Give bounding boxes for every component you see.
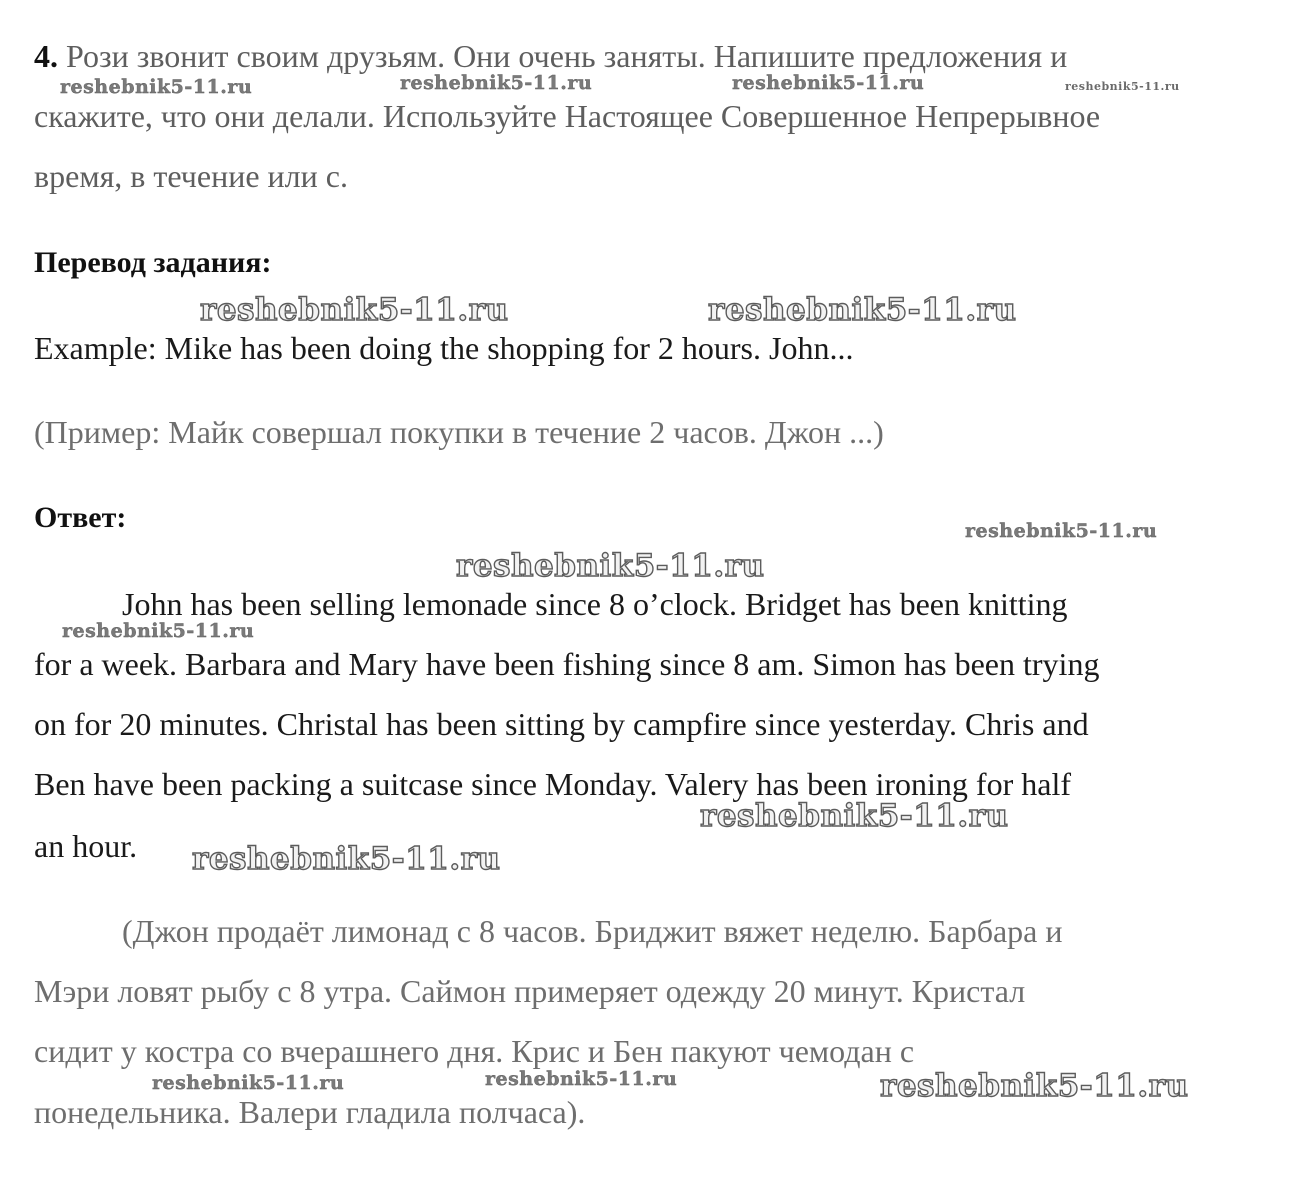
answer-translation-line-1: (Джон продаёт лимонад с 8 часов. Бриджит вяжет неделю. Барбара и — [122, 913, 1063, 949]
watermark: reshebnik5-11.ru — [60, 76, 253, 98]
watermark: reshebnik5-11.ru — [456, 548, 765, 584]
task-line-2: скажите, что они делали. Используйте Настоящее Совершенное Непрерывное — [34, 98, 1101, 134]
watermark: reshebnik5-11.ru — [732, 72, 925, 94]
translation-heading: Перевод задания: — [34, 246, 272, 279]
watermark: reshebnik5-11.ru — [200, 292, 509, 328]
watermark: reshebnik5-11.ru — [192, 841, 501, 877]
watermark: reshebnik5-11.ru — [880, 1068, 1189, 1104]
answer-translation-line-2: Мэри ловят рыбу с 8 утра. Саймон примеряет одежду 20 минут. Кристал — [34, 973, 1026, 1009]
watermark: reshebnik5-11.ru — [708, 292, 1017, 328]
answer-line-1: John has been selling lemonade since 8 o’clock. Bridget has been knitting — [122, 586, 1068, 622]
example-translation: (Пример: Майк совершал покупки в течение 2 часов. Джон ...) — [34, 414, 884, 450]
watermark: reshebnik5-11.ru — [965, 520, 1158, 542]
example-text: Example: Mike has been doing the shopping for 2 hours. John... — [34, 330, 854, 366]
task-number: 4. — [34, 38, 58, 74]
answer-translation-line-4: понедельника. Валери гладила полчаса). — [34, 1094, 586, 1130]
watermark: reshebnik5-11.ru — [152, 1072, 345, 1094]
watermark: reshebnik5-11.ru — [485, 1068, 678, 1090]
answer-line-3: on for 20 minutes. Christal has been sitting by campfire since yesterday. Chris and — [34, 706, 1089, 742]
task-line-1-text: Рози звонит своим друзьям. Они очень заняты. Напишите предложения и — [66, 38, 1068, 74]
answer-line-4: Ben have been packing a suitcase since Monday. Valery has been ironing for half — [34, 766, 1071, 802]
watermark: reshebnik5-11.ru — [400, 72, 593, 94]
watermark: reshebnik5-11.ru — [1065, 80, 1180, 93]
answer-line-5: an hour. — [34, 828, 138, 864]
answer-heading: Ответ: — [34, 501, 127, 534]
watermark: reshebnik5-11.ru — [62, 620, 255, 642]
task-line-3: время, в течение или с. — [34, 158, 348, 194]
task-line-1 — [34, 38, 1067, 74]
answer-line-2: for a week. Barbara and Mary have been fishing since 8 am. Simon has been trying — [34, 646, 1100, 682]
watermark: reshebnik5-11.ru — [700, 798, 1009, 834]
answer-translation-line-3: сидит у костра со вчерашнего дня. Крис и Бен пакуют чемодан с — [34, 1033, 915, 1069]
